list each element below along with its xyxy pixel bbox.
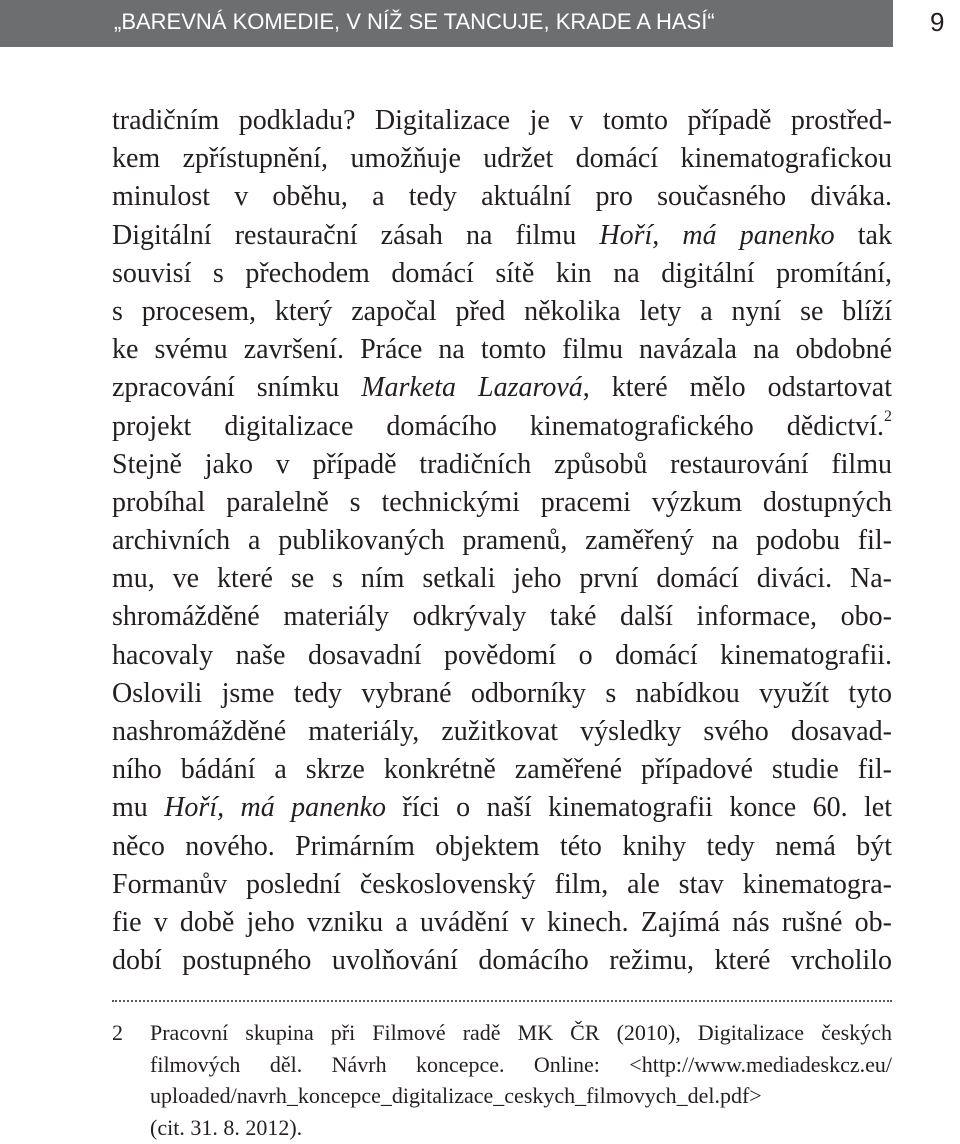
footnote-number: 2 (112, 1020, 123, 1045)
footnote-line: Pracovní skupina při Filmové radě MK ČR (2010), Digitalizace českých (150, 1020, 892, 1045)
body-line: s procesem, který započal před několika lety a nyní se blíží (112, 295, 892, 327)
footnote-body (150, 1016, 892, 1142)
body-text-run: mu (112, 792, 165, 824)
body-line (112, 369, 892, 407)
body-line: dobí postupného uvolňování domácího režimu, které vrcholilo (112, 945, 892, 977)
body-line (112, 789, 892, 827)
page-number: 9 (930, 7, 945, 37)
body-line: nashromážděné materiály, zužitkovat výsledky svého dosavad- (112, 716, 892, 747)
body-line: shromážděné materiály odkrývaly také další informace, obo- (112, 601, 892, 633)
body-text-run: projekt digitalizace domácího kinematografického dědictví. (112, 410, 884, 442)
footnote-divider (112, 1000, 892, 1002)
body-line: Formanův poslední československý film, ale stav kinematogra- (112, 868, 892, 900)
body-text-run: tak (834, 219, 892, 251)
footnote-line: (cit. 31. 8. 2012). (150, 1114, 303, 1140)
body-text-run: Digitální restaurační zásah na filmu (112, 219, 600, 251)
body-line: hacovaly naše dosavadní povědomí o domácí kinematografii. (112, 639, 892, 671)
body-line: kem zpřístupnění, umožňuje udržet domácí kinematografickou (112, 143, 892, 175)
footnote-line: uploaded/navrh_koncepce_digitalizace_ceskych_filmovych_del.pdf> (150, 1083, 762, 1108)
body-line: ního bádání a skrze konkrétně zaměřené případové studie fil- (112, 754, 892, 786)
footnote-reference[interactable]: 2 (884, 407, 892, 425)
body-line (112, 408, 892, 446)
body-paragraph (112, 102, 892, 980)
running-head-band (0, 0, 893, 47)
footnote-line: filmových děl. Návrh koncepce. Online: <http://www.mediadeskcz.eu/ (150, 1051, 892, 1077)
body-line: minulost v oběhu, a tedy aktuální pro současného diváka. (112, 181, 892, 213)
body-line: souvisí s přechodem domácí sítě kin na digitální promítání, (112, 257, 892, 289)
body-line: Oslovili jsme tedy vybrané odborníky s nabídkou využít tyto (112, 677, 892, 709)
body-line: Stejně jako v případě tradičních způsobů restaurování filmu (112, 448, 892, 480)
body-line (112, 217, 892, 255)
body-line: tradičním podkladu? Digitalizace je v tomto případě prostřed- (112, 105, 892, 136)
body-line: mu, ve které se s ním setkali jeho první domácí diváci. Na- (112, 563, 892, 595)
film-title-italic: Hoří, má panenko (164, 792, 387, 824)
film-title-italic: Hoří, má panenko (599, 219, 835, 251)
body-text-run: zpracování snímku (112, 372, 362, 404)
body-line: něco nového. Primárním objektem této knihy tedy nemá být (112, 830, 892, 862)
body-line: probíhal paralelně s technickými pracemi výzkum dostupných (112, 486, 892, 518)
film-title-italic: Marketa Lazarová (361, 372, 583, 404)
body-line: fie v době jeho vzniku a uvádění v kinech. Zajímá nás rušné ob- (112, 906, 892, 938)
body-line: ke svému završení. Práce na tomto filmu navázala na obdobné (112, 334, 892, 366)
body-text-run: , které mělo odstartovat (582, 372, 892, 404)
running-head-title: „BAREVNÁ KOMEDIE, V NÍŽ SE TANCUJE, KRADE A HASÍ“ (114, 9, 715, 34)
body-text-run: říci o naší kinematografii konce 60. let (386, 792, 892, 824)
body-line: archivních a publikovaných pramenů, zaměřený na podobu fil- (112, 525, 892, 557)
